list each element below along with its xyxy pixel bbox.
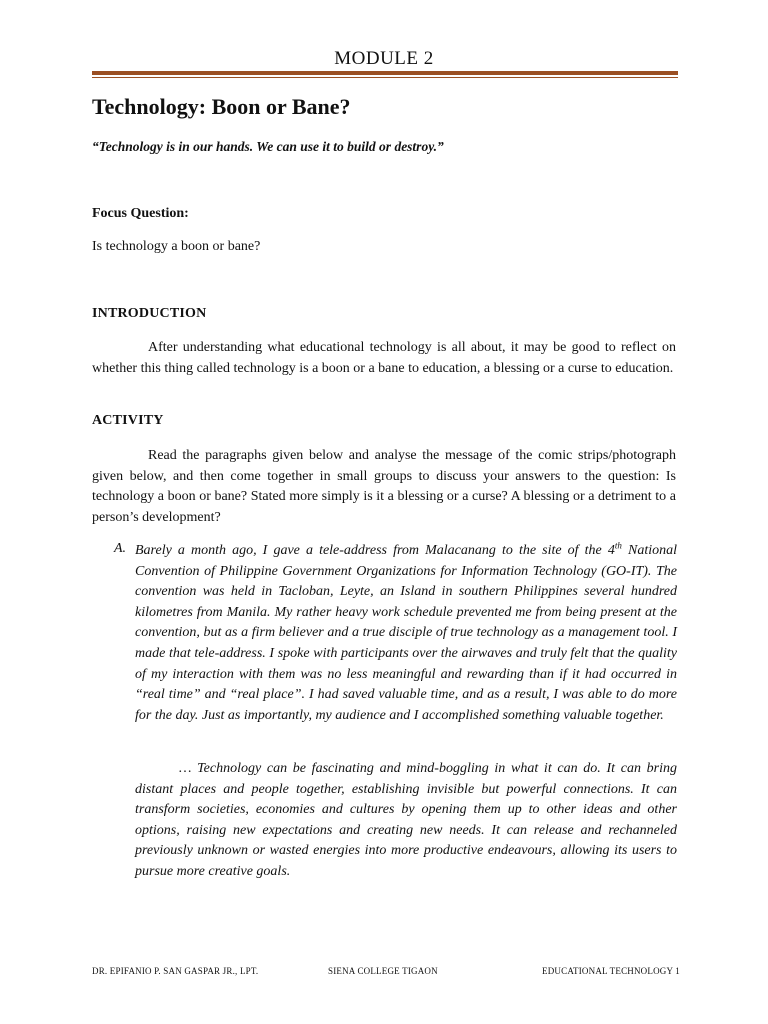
page-title: Technology: Boon or Bane? [92, 94, 351, 119]
ordinal-superscript: th [614, 540, 622, 551]
introduction-heading: INTRODUCTION [92, 306, 207, 321]
focus-question-label: Focus Question: [92, 206, 189, 221]
focus-question-text: Is technology a boon or bane? [92, 239, 261, 254]
header-rule-thick [92, 71, 678, 75]
item-a-text-end: National Convention of Philippine Government Organizations for Information Technology (GO-IT). The convention was held in Tacloban, Leyte, an Island in southern Philippines several hundred kilometres from Manila. My rather heavy work schedule prevented me from being present at the convention, but as a firm believer and a true disciple of true technology as a management tool. I made that tele-address. I spoke with participants over the airwaves and truly felt that the quality of my interaction with them was no less meaningful and rewarding than if it had occurred in “real time” and “real place”. I had saved valuable time, and as a result, I was able to do more for the day. Just as importantly, my audience and I accomplished something valuable together. [135, 543, 677, 723]
header-rule-thin [92, 77, 678, 78]
footer-school: SIENA COLLEGE TIGAON [328, 966, 438, 976]
footer-author: DR. EPIFANIO P. SAN GASPAR JR., LPT. [92, 966, 259, 976]
activity-paragraph: Read the paragraphs given below and analyse the message of the comic strips/photograph given below, and then come together in small groups to discuss your answers to the question: Is technology a boon or bane? Stated more simply is it a blessing or a curse? A blessing or a detriment to a person’s development? [92, 448, 676, 525]
list-item-a-continuation: … Technology can be fascinating and mind-boggling in what it can do. It can bring distant places and people together, establishing invisible but powerful connections. It can transform societies, economies and cultures by opening them up to other ideas and other options, raising new expectations and creating new needs. It can release and rechanneled previously unknown or wasted energies into more productive endeavours, allowing its users to pursue more creative goals. [135, 761, 677, 879]
footer-course: EDUCATIONAL TECHNOLOGY 1 [542, 966, 680, 976]
epigraph-quote: “Technology is in our hands. We can use it to build or destroy.” [92, 139, 444, 154]
activity-heading: ACTIVITY [92, 413, 164, 428]
introduction-paragraph: After understanding what educational technology is all about, it may be good to reflect on whether this thing called technology is a boon or a bane to education, a blessing or a curse to education. [92, 340, 676, 376]
item-a-text-start: Barely a month ago, I gave a tele-address from Malacanang to the site of the 4 [135, 543, 615, 558]
list-item-a-paragraph [135, 541, 677, 726]
module-number: MODULE 2 [334, 48, 434, 69]
list-item-letter: A. [114, 541, 127, 556]
page-footer [92, 966, 680, 980]
